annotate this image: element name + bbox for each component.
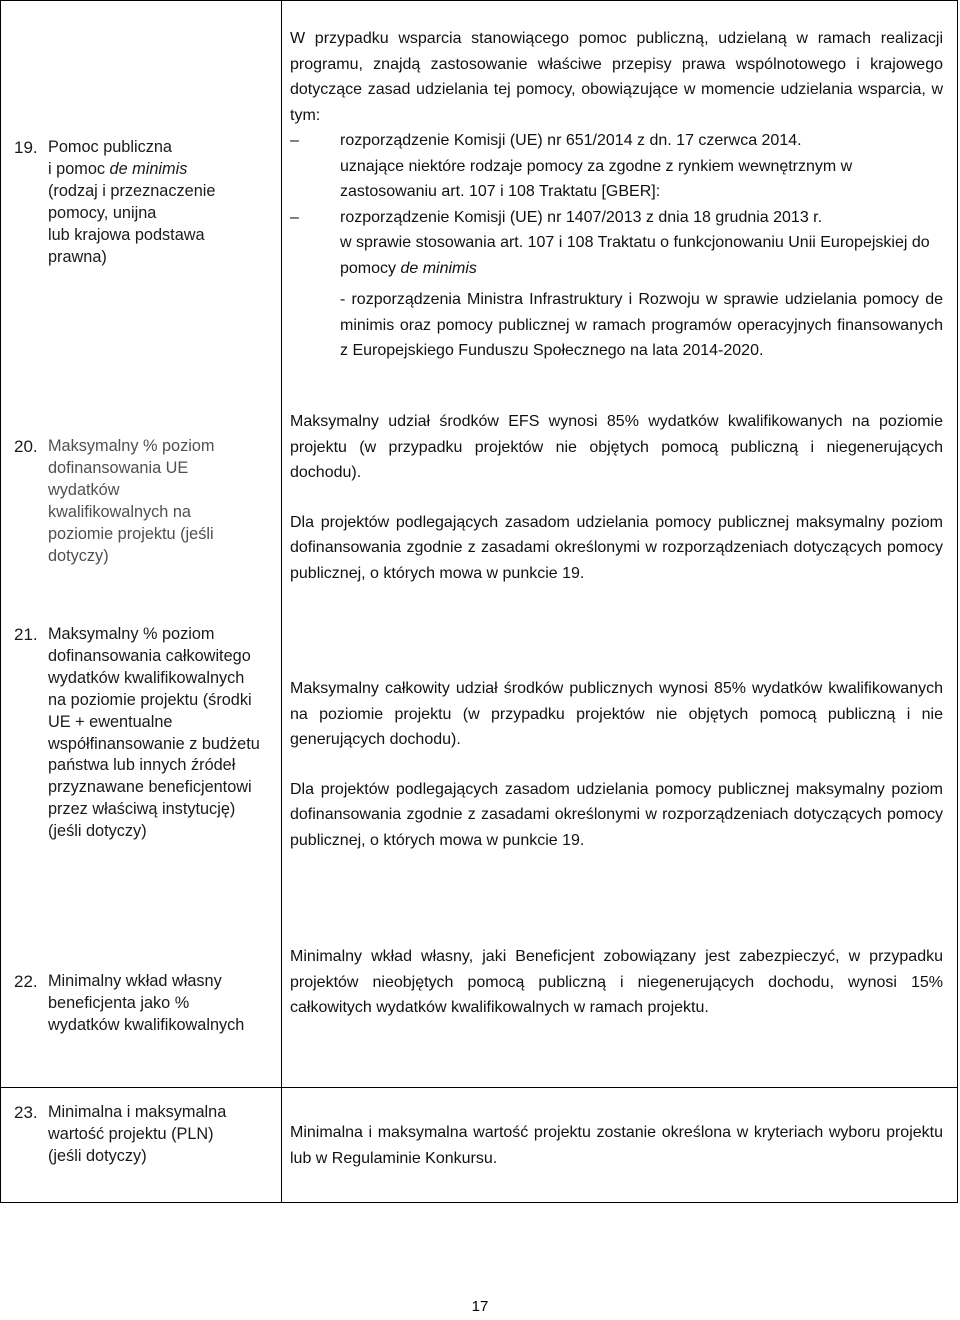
row-22-label-cell	[14, 971, 276, 1037]
column-divider	[281, 0, 282, 1203]
regulation-list-item: – rozporządzenie Komisji (UE) nr 1407/2013 z dnia 18 grudnia 2013 r.	[290, 208, 823, 226]
row-number: 23.	[14, 1103, 38, 1122]
row-21-content-cell	[290, 676, 943, 853]
table-right-border	[957, 0, 958, 1203]
row-19-label-cell	[14, 137, 276, 268]
paragraph: Maksymalny udział środków EFS wynosi 85% wydatków kwalifikowanych na poziomie projektu (w przypadku projektów nie objętych pomocą publiczną i niegenerujących dochodu).	[290, 413, 943, 481]
row-label: Minimalny wkład własny beneficjenta jako % wydatków kwalifikowalnych	[48, 972, 245, 1034]
row-number: 21.	[14, 625, 38, 644]
paragraph: Dla projektów podlegających zasadom udzielania pomocy publicznej maksymalny poziom dofinansowania zgodnie z zasadami określonymi w rozporządzeniach dotyczących pomocy publicznej, o których mowa w punkcie 19.	[290, 780, 943, 849]
row-19-content-cell	[290, 26, 943, 364]
row-22-content-cell	[290, 944, 943, 1021]
intro-paragraph: W przypadku wsparcia stanowiącego pomoc publiczną, udzielaną w ramach realizacji programu, znajdą zastosowanie właściwe przepisy prawa wspólnotowego i krajowego dotyczące zasad udzielania tej pomocy, obowiązujące w momencie udzielania wsparcia, w tym:	[290, 30, 943, 124]
row-label: Maksymalny % poziom dofinansowania UE wydatków kwalifikowalnych na poziomie projektu (jeśli dotyczy)	[48, 437, 215, 565]
regulation-list-item-continued: w sprawie stosowania art. 107 i 108 Traktatu o funkcjonowaniu Unii Europejskiej do pomocy de minimis	[340, 234, 930, 277]
paragraph: Maksymalny całkowity udział środków publicznych wynosi 85% wydatków kwalifikowanych na poziomie projektu (w przypadku projektów nie objętych pomocą publiczną i nie generujących dochodu).	[290, 680, 943, 748]
paragraph: Minimalny wkład własny, jaki Beneficjent zobowiązany jest zabezpieczyć, w przypadku projektów nieobjętych pomocą publiczną i niegenerujących dochodu, wynosi 15% całkowitych wydatków kwalifikowalnych w ramach projektu.	[290, 948, 943, 1016]
page-number: 17	[471, 1298, 489, 1315]
table-top-border	[0, 0, 958, 1]
row-label: Pomoc publiczna i pomoc de minimis (rodzaj i przeznaczenie pomocy, unijna lub krajowa podstawa prawna)	[48, 138, 216, 266]
paragraph: Dla projektów podlegających zasadom udzielania pomocy publicznej maksymalny poziom dofinansowania zgodnie z zasadami określonymi w rozporządzeniach dotyczących pomocy publicznej, o których mowa w punkcie 19.	[290, 513, 943, 582]
regulation-list-item-continued: uznające niektóre rodzaje pomocy za zgodne z rynkiem wewnętrznym w zastosowaniu art. 107 i 108 Traktatu [GBER]:	[340, 157, 853, 200]
row-label: Maksymalny % poziom dofinansowania całkowitego wydatków kwalifikowalnych na poziomie projektu (środki UE + ewentualne współfinansowanie z budżetu państwa lub innych źródeł przyznawane beneficjentowi przez właściwą instytucję) (jeśli dotyczy)	[48, 625, 260, 841]
row-20-label-cell	[14, 436, 276, 567]
row-21-label-cell	[14, 624, 276, 843]
row-label: Minimalna i maksymalna wartość projektu (PLN) (jeśli dotyczy)	[48, 1103, 227, 1165]
table-left-border	[0, 0, 1, 1203]
table-bottom-border	[0, 1202, 958, 1203]
regulation-list-item: – rozporządzenie Komisji (UE) nr 651/2014 z dn. 17 czerwca 2014.	[290, 132, 802, 149]
regulation-list-item: - rozporządzenia Ministra Infrastruktury i Rozwoju w sprawie udzielania pomocy de minimis oraz pomocy publicznej w ramach programów operacyjnych finansowanych z Europejskiego Funduszu Społecznego na lata 2014-2020.	[340, 291, 943, 359]
row-number: 22.	[14, 972, 38, 991]
row-number: 19.	[14, 138, 38, 157]
row-20-content-cell	[290, 409, 943, 586]
row-number: 20.	[14, 437, 38, 456]
row-divider	[0, 1087, 958, 1088]
row-23-label-cell	[14, 1102, 276, 1168]
row-23-content-cell	[290, 1120, 943, 1171]
paragraph: Minimalna i maksymalna wartość projektu zostanie określona w kryteriach wyboru projektu lub w Regulaminie Konkursu.	[290, 1124, 943, 1167]
